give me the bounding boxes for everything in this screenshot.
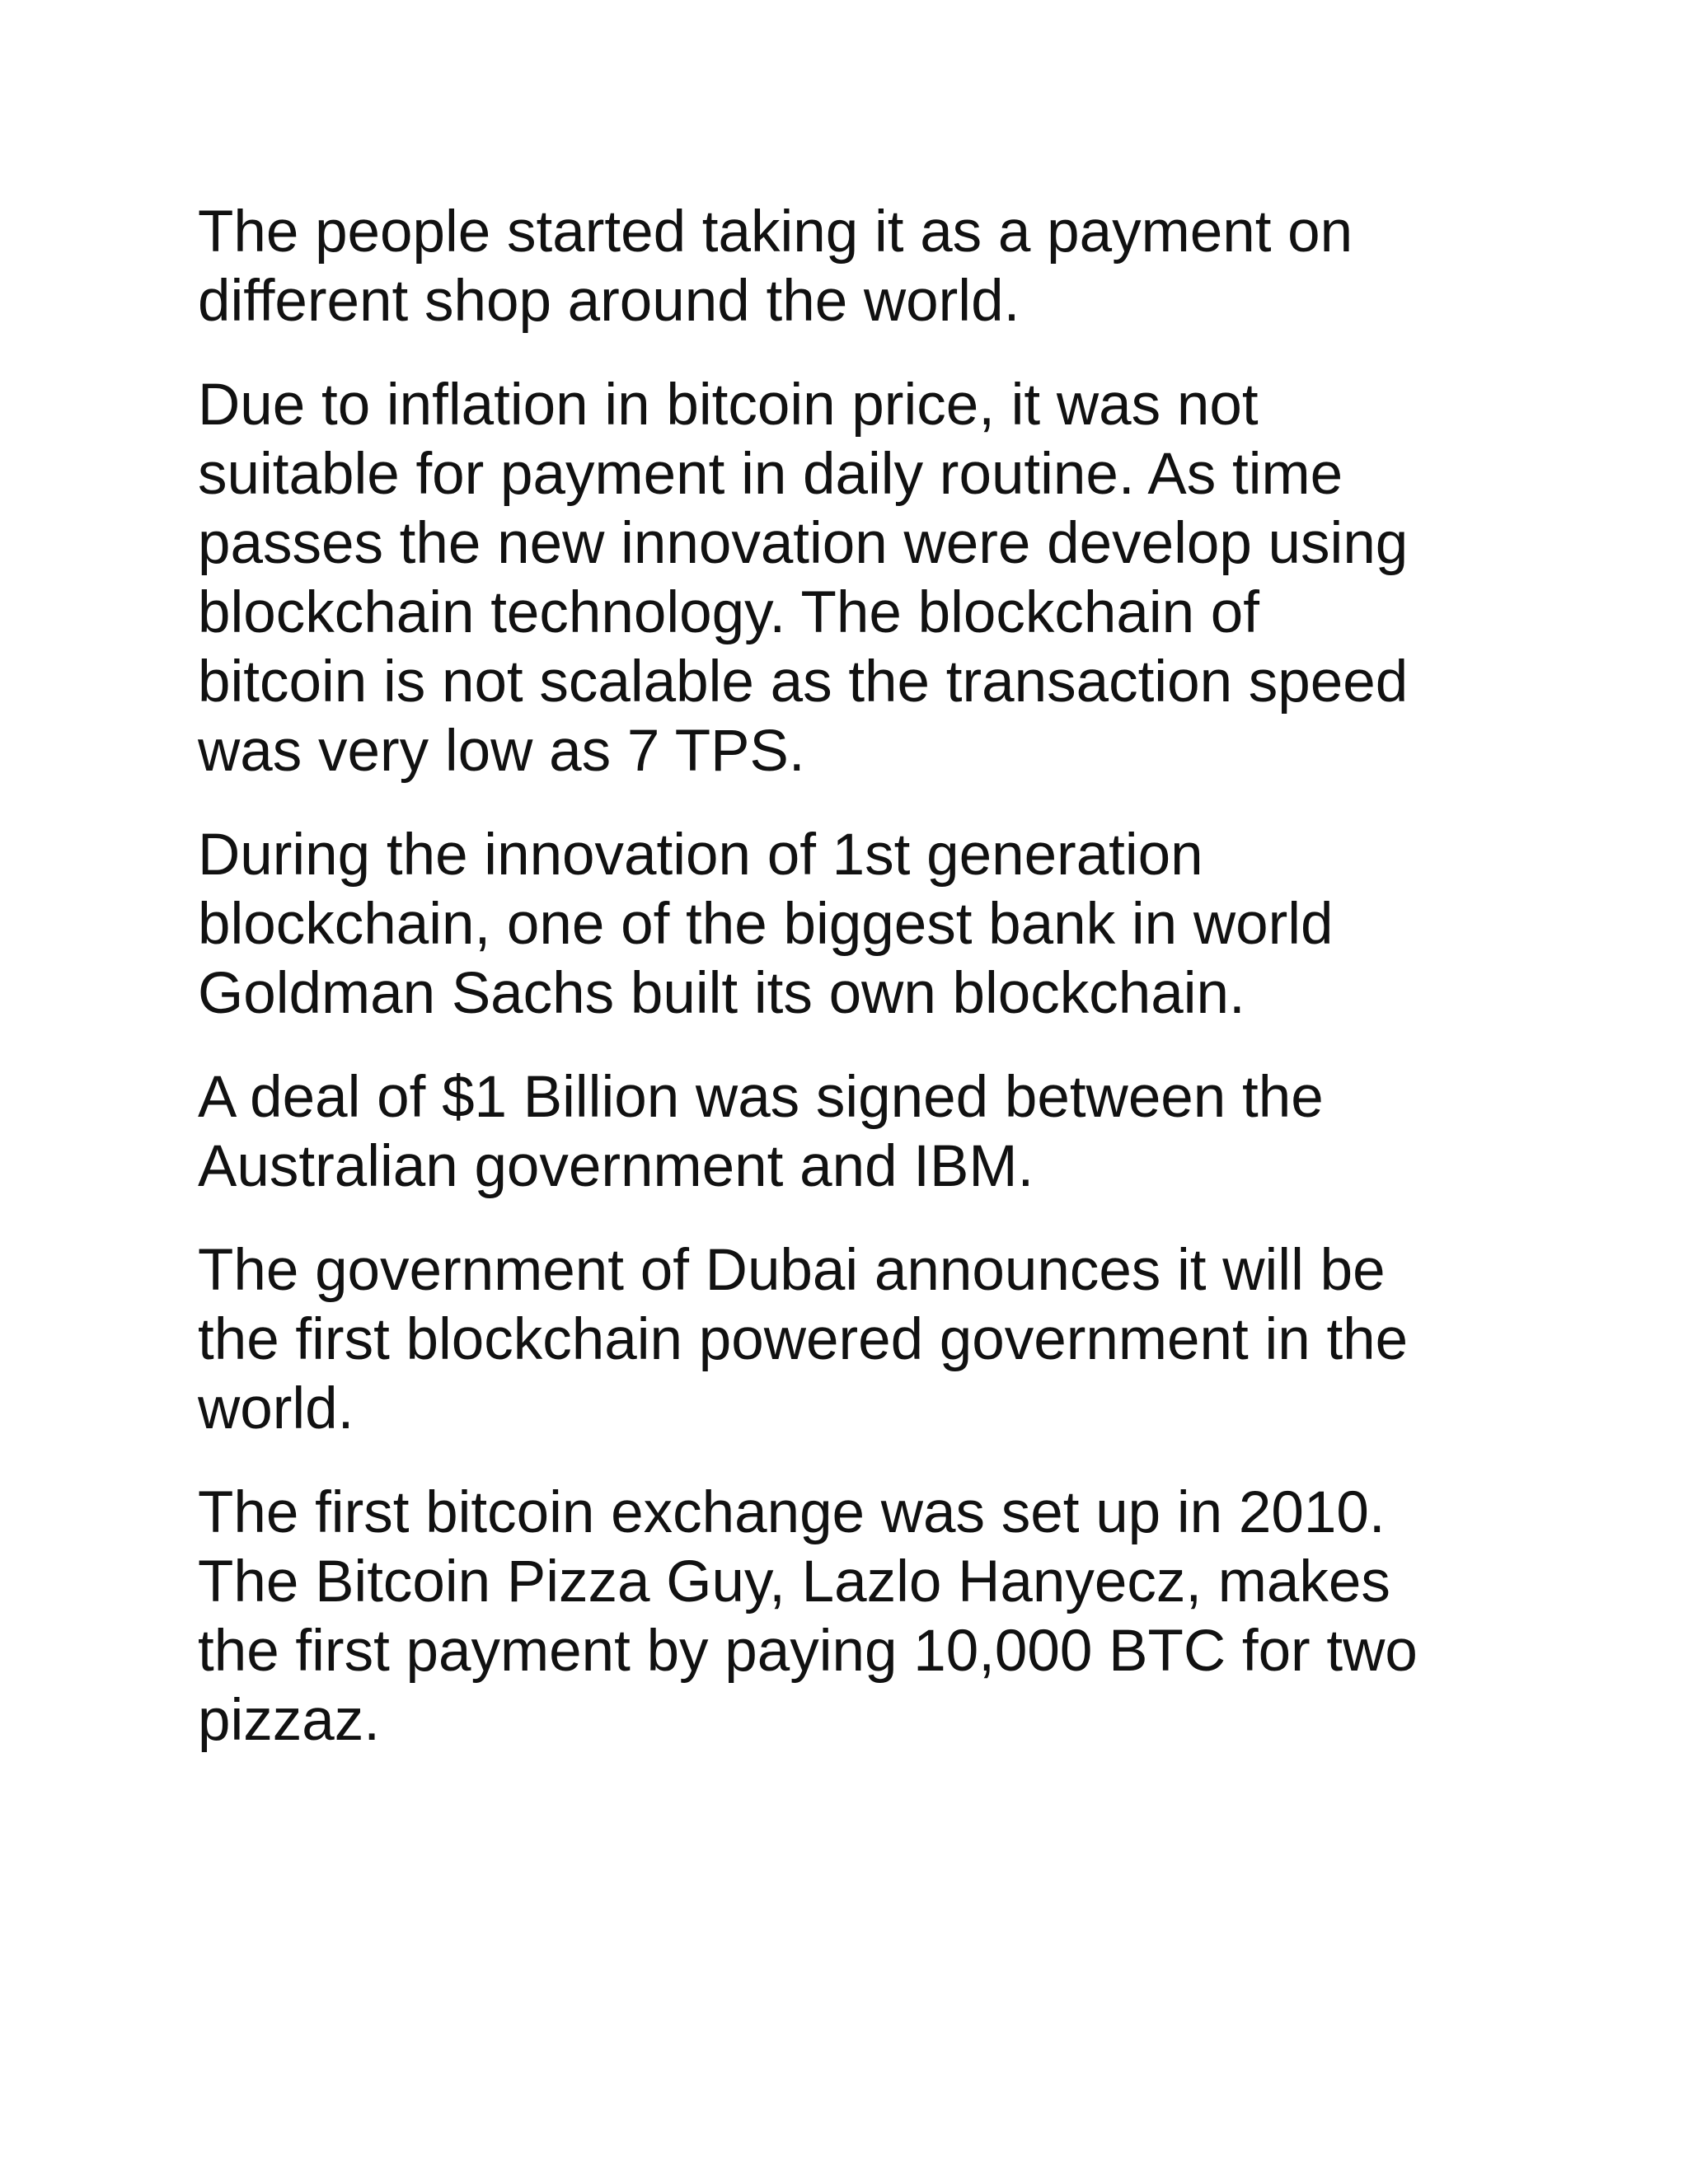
text-line: was very low as 7 TPS. [198,719,805,784]
paragraph-first-exchange-pizza [198,1479,1484,1755]
text-line: A deal of $1 Billion was signed between the [198,1065,1324,1130]
text-line: Australian government and IBM. [198,1134,1034,1199]
text-line: During the innovation of 1st generation [198,823,1203,888]
text-line: The Bitcoin Pizza Guy, Lazlo Hanyecz, makes [198,1549,1390,1615]
paragraph-dubai-government [198,1236,1484,1444]
text-line: the first payment by paying 10,000 BTC for two [198,1619,1418,1684]
text-line: suitable for payment in daily routine. As time [198,442,1343,507]
paragraph-payment-adoption [198,198,1484,336]
text-line: world. [198,1376,354,1441]
text-line: The people started taking it as a payment on [198,199,1353,265]
text-line: Goldman Sachs built its own blockchain. [198,961,1245,1026]
text-line: bitcoin is not scalable as the transaction speed [198,649,1409,715]
paragraph-goldman-sachs [198,821,1484,1029]
text-line: the first blockchain powered government in the [198,1307,1409,1372]
text-line: different shop around the world. [198,269,1020,334]
text-line: passes the new innovation were develop using [198,511,1409,576]
document-body [198,198,1484,1790]
text-line: The government of Dubai announces it will be [198,1238,1386,1303]
paragraph-bitcoin-scalability [198,371,1484,786]
text-line: Due to inflation in bitcoin price, it was not [198,373,1259,438]
text-line: The first bitcoin exchange was set up in 2010. [198,1480,1386,1545]
text-line: blockchain technology. The blockchain of [198,580,1260,645]
paragraph-australia-ibm-deal [198,1063,1484,1202]
text-line: blockchain, one of the biggest bank in world [198,892,1334,957]
text-line: pizzaz. [198,1688,380,1753]
